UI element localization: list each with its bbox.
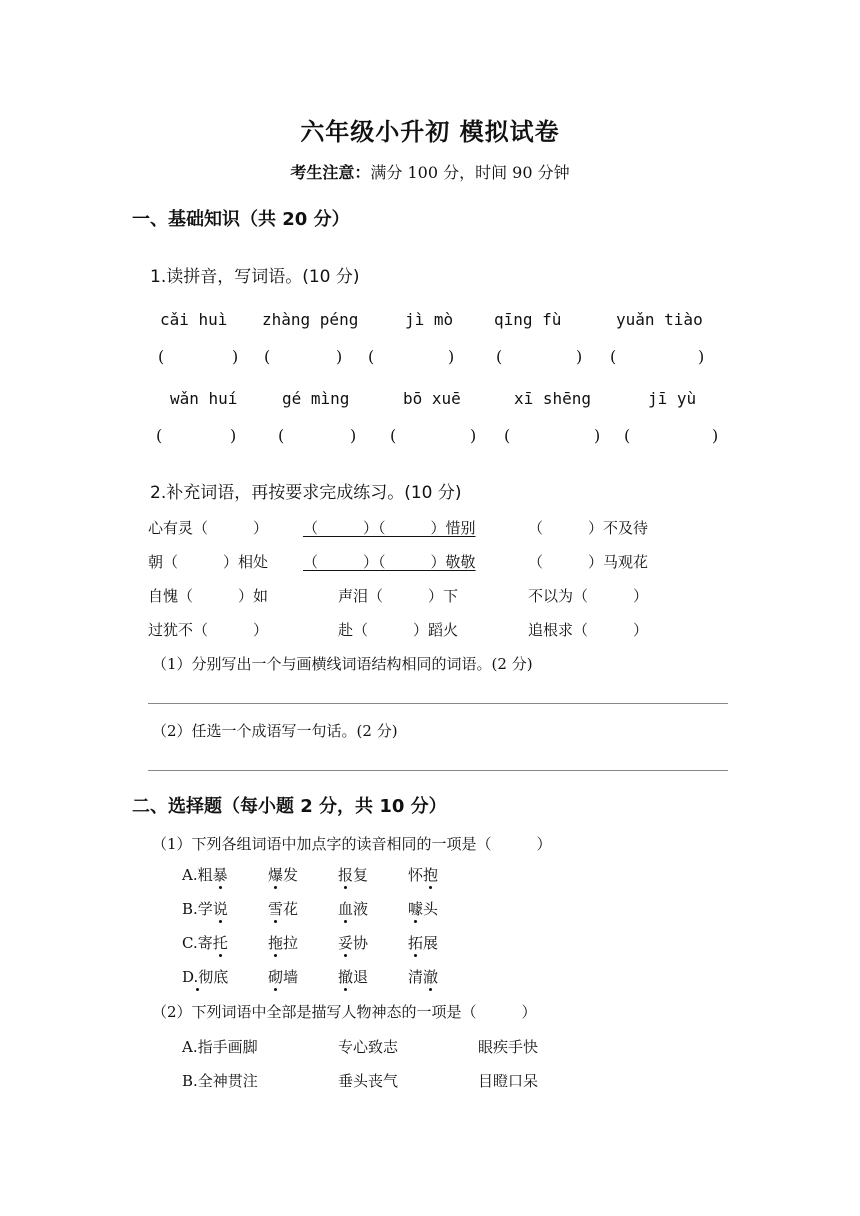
sub-question-2: （2）任选一个成语写一句话。(2 分) — [152, 722, 398, 740]
answer-blank[interactable]: ) — [230, 426, 237, 445]
idiom-fill[interactable]: 不以为（ ） — [528, 587, 649, 605]
pinyin: bō xuē — [403, 389, 461, 408]
answer-blank[interactable]: ( — [158, 347, 165, 366]
idiom-fill[interactable]: （ ）不及待 — [528, 519, 649, 537]
option-b-word: 目瞪口呆 — [478, 1072, 539, 1090]
option-d[interactable]: D.彻底 — [182, 968, 229, 986]
sub-question-1: （1）分别写出一个与画横线词语结构相同的词语。(2 分) — [152, 655, 533, 673]
option-d-word: 撤退 — [338, 968, 369, 986]
option-a-word: 怀抱 — [408, 866, 439, 884]
answer-blank[interactable]: ) — [350, 426, 357, 445]
idiom-fill[interactable]: 追根求（ ） — [528, 621, 649, 639]
option-b-word: 雪花 — [268, 900, 299, 918]
answer-line[interactable] — [148, 770, 728, 771]
answer-blank[interactable]: ( — [278, 426, 285, 445]
idiom-fill[interactable]: 心有灵（ ） — [148, 519, 269, 537]
pinyin: jì mò — [405, 310, 454, 329]
choice-question-1: （1）下列各组词语中加点字的读音相同的一项是（ ） — [152, 835, 552, 853]
answer-blank[interactable]: ( — [496, 347, 503, 366]
idiom-fill[interactable]: 赴（ ）蹈火 — [338, 621, 459, 639]
notice-text: 满分 100 分，时间 90 分钟 — [370, 163, 570, 182]
answer-blank[interactable]: ) — [336, 347, 343, 366]
pinyin: wǎn huí — [170, 389, 238, 408]
answer-blank[interactable]: ( — [390, 426, 397, 445]
option-a[interactable]: A.粗暴 — [182, 866, 228, 884]
option-b[interactable]: B.全神贯注 — [182, 1072, 258, 1090]
idiom-fill[interactable]: （ ）马观花 — [528, 553, 649, 571]
idiom-fill[interactable]: 声泪（ ）下 — [338, 587, 459, 605]
option-d-word: 清澈 — [408, 968, 439, 986]
answer-blank[interactable]: ( — [264, 347, 271, 366]
answer-blank[interactable]: ( — [624, 426, 631, 445]
option-d-word: 砌墙 — [268, 968, 299, 986]
option-c-word: 拓展 — [408, 934, 439, 952]
answer-blank[interactable]: ) — [576, 347, 583, 366]
answer-blank[interactable]: ) — [448, 347, 455, 366]
option-b-word: 血液 — [338, 900, 369, 918]
option-a-word: 专心致志 — [338, 1038, 399, 1056]
section-1-heading: 一、基础知识（共 20 分） — [132, 209, 350, 230]
idiom-fill[interactable]: 过犹不（ ） — [148, 621, 269, 639]
answer-blank[interactable]: ( — [610, 347, 617, 366]
answer-blank[interactable]: ( — [368, 347, 375, 366]
pinyin: gé mìng — [282, 389, 350, 408]
idiom-fill[interactable]: 自愧（ ）如 — [148, 587, 269, 605]
option-a[interactable]: A.指手画脚 — [182, 1038, 258, 1056]
pinyin: xī shēng — [514, 389, 592, 408]
answer-blank[interactable]: ) — [712, 426, 719, 445]
option-b-word: 垂头丧气 — [338, 1072, 399, 1090]
answer-blank[interactable]: ( — [156, 426, 163, 445]
option-b[interactable]: B.学说 — [182, 900, 228, 918]
answer-blank[interactable]: ) — [232, 347, 239, 366]
notice-label: 考生注意： — [290, 163, 371, 182]
pinyin: jī yù — [648, 389, 697, 408]
pinyin: zhàng péng — [262, 310, 359, 329]
option-b-word: 噱头 — [408, 900, 439, 918]
option-c[interactable]: C.寄托 — [182, 934, 228, 952]
option-c-word: 妥协 — [338, 934, 369, 952]
pinyin: qīng fù — [494, 310, 562, 329]
answer-line[interactable] — [148, 703, 728, 704]
answer-blank[interactable]: ) — [594, 426, 601, 445]
answer-blank[interactable]: ) — [470, 426, 477, 445]
exam-notice — [0, 160, 860, 183]
option-c-word: 拖拉 — [268, 934, 299, 952]
choice-question-2: （2）下列词语中全部是描写人物神态的一项是（ ） — [152, 1003, 537, 1021]
page-title: 六年级小升初 模拟试卷 — [300, 118, 560, 146]
answer-blank[interactable]: ) — [698, 347, 705, 366]
section-2-heading: 二、选择题（每小题 2 分，共 10 分） — [132, 796, 447, 817]
question-2-heading: 2.补充词语，再按要求完成练习。(10 分) — [150, 483, 462, 503]
idiom-fill-underlined[interactable]: （ ）（ ）敬敬 — [303, 553, 476, 571]
answer-blank[interactable]: ( — [504, 426, 511, 445]
option-a-word: 爆发 — [268, 866, 299, 884]
option-a-word: 眼疾手快 — [478, 1038, 539, 1056]
pinyin: cǎi huì — [160, 310, 228, 329]
question-1-heading: 1.读拼音，写词语。(10 分) — [150, 267, 360, 287]
idiom-fill-underlined[interactable]: （ ）（ ）惜别 — [303, 519, 476, 537]
option-a-word: 报复 — [338, 866, 369, 884]
idiom-fill[interactable]: 朝（ ）相处 — [148, 553, 269, 571]
pinyin: yuǎn tiào — [616, 310, 703, 329]
